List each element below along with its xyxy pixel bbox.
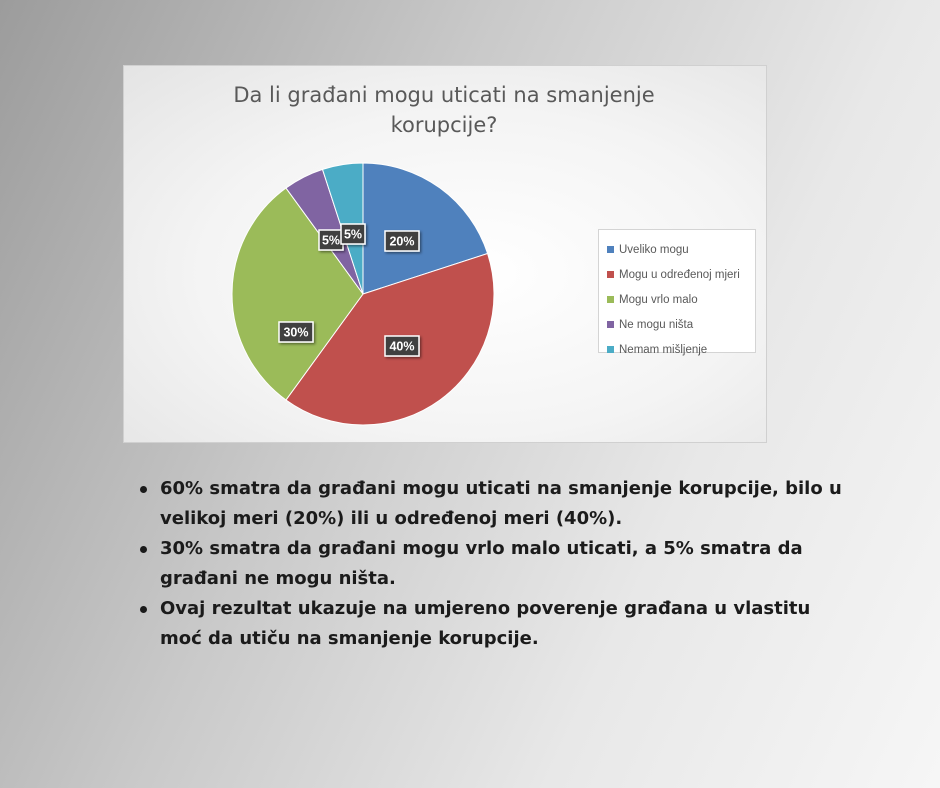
- legend-label: Nemam mišljenje: [619, 343, 708, 356]
- bullet-dot: [140, 606, 147, 613]
- bullet-text: 60% smatra da građani mogu uticati na smanjenje korupcije, bilo u velikoj meri (20%) ili u određenoj meri (40%).: [160, 478, 842, 529]
- chart-legend: [598, 229, 756, 356]
- data-label-text: 5%: [321, 233, 341, 248]
- legend-item-nemam-misljenje: [607, 337, 755, 362]
- chart-title-line-2: korupcije?: [390, 113, 498, 137]
- legend-swatch: [607, 296, 614, 303]
- data-label-text: 30%: [283, 325, 309, 340]
- bullet-item: [136, 474, 856, 534]
- bullet-item: [136, 594, 856, 654]
- legend-item-ne-mogu-nista: [607, 312, 755, 337]
- bullet-dot: [140, 486, 147, 493]
- legend-label: Mogu vrlo malo: [619, 293, 698, 306]
- legend-swatch: [607, 346, 614, 353]
- data-label-text: 5%: [343, 227, 363, 242]
- bullet-item: [136, 534, 856, 594]
- legend-swatch: [607, 271, 614, 278]
- legend-item-uveliko-mogu: [607, 237, 755, 262]
- chart-title-line-1: Da li građani mogu uticati na smanjenje: [233, 83, 655, 107]
- legend-item-mogu-u-odredjenoj-mjeri: [607, 262, 755, 287]
- pie-data-label-5: [341, 224, 365, 244]
- legend-label: Ne mogu ništa: [619, 318, 694, 331]
- summary-bullet-list: [136, 474, 856, 654]
- pie-data-label-4: [319, 230, 343, 250]
- pie-slices: [232, 163, 494, 425]
- pie-data-label-3: [279, 322, 313, 342]
- legend-label: Uveliko mogu: [619, 243, 689, 256]
- legend-item-mogu-vrlo-malo: [607, 287, 755, 312]
- pie-data-label-1: [385, 231, 419, 251]
- legend-swatch: [607, 246, 614, 253]
- bullet-dot: [140, 546, 147, 553]
- legend-label: Mogu u određenoj mjeri: [619, 268, 740, 281]
- bullet-text: 30% smatra da građani mogu vrlo malo uticati, a 5% smatra da građani ne mogu ništa.: [160, 538, 803, 589]
- pie-data-label-2: [385, 336, 419, 356]
- data-label-text: 40%: [389, 339, 415, 354]
- bullet-text: Ovaj rezultat ukazuje na umjereno poverenje građana u vlastitu moć da utiču na smanjenje korupcije.: [160, 598, 811, 649]
- chart-panel: [124, 66, 766, 442]
- legend-swatch: [607, 321, 614, 328]
- data-label-text: 20%: [389, 234, 415, 249]
